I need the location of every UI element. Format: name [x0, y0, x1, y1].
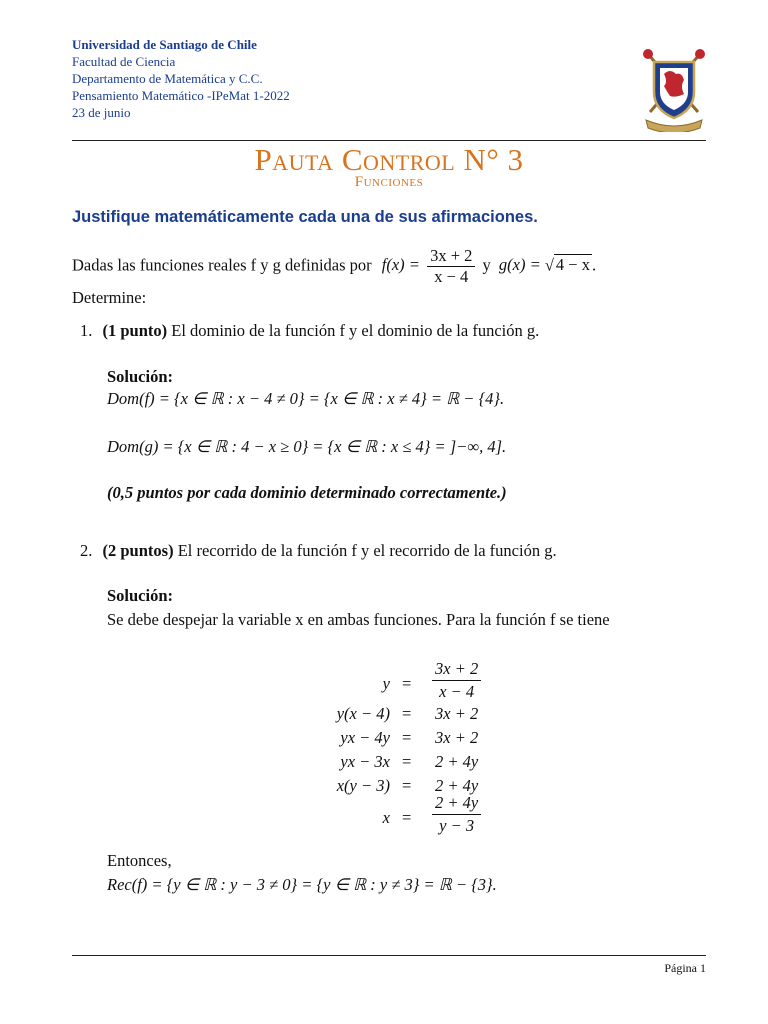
- eq-rhs: 2 + 4y: [435, 752, 479, 771]
- q1-points: (1 punto): [102, 321, 168, 340]
- q1-dom-f: Dom(f) = {x ∈ ℝ : x − 4 ≠ 0} = {x ∈ ℝ : x ≠ 4} = ℝ − {4}.: [107, 389, 505, 408]
- eq-lhs: x: [382, 808, 390, 827]
- q2-solution-label: Solución:: [107, 586, 174, 605]
- date-text: 23 de junio: [72, 105, 131, 120]
- sqrt-symbol: √: [544, 255, 554, 275]
- eq-sign: =: [402, 752, 412, 771]
- eq-rhs-fraction: [432, 658, 481, 703]
- eq-rhs-fraction: [432, 792, 481, 837]
- q1-text: El dominio de la función f y el dominio de la función g.: [171, 321, 540, 340]
- q2-number: 2.: [80, 541, 93, 560]
- q2-text: El recorrido de la función f y el recorrido de la función g.: [177, 541, 557, 560]
- course-name: Pensamiento Matemático -IPeMat 1-2022: [72, 88, 290, 103]
- eq-rhs: 3x + 2: [435, 728, 479, 747]
- eq-rhs-numerator: 2 + 4y: [432, 792, 481, 815]
- q1-number: 1.: [80, 321, 93, 340]
- eq-sign: =: [402, 728, 412, 747]
- eq-sign: =: [402, 674, 412, 693]
- then-text: Entonces,: [107, 851, 172, 870]
- eq-rhs: 3x + 2: [435, 704, 479, 723]
- q1-solution-label: Solución:: [107, 367, 174, 386]
- faculty-name: Facultad de Ciencia: [72, 54, 176, 69]
- department-name: Departamento de Matemática y C.C.: [72, 71, 263, 86]
- eq-rhs: 2 + 4y: [435, 776, 479, 795]
- eq-rhs-denominator: x − 4: [439, 682, 475, 701]
- q1-dom-g: Dom(g) = {x ∈ ℝ : 4 − x ≥ 0} = {x ∈ ℝ : x ≤ 4} = ]−∞, 4].: [107, 437, 507, 456]
- eq-lhs: y: [382, 674, 390, 693]
- eq-sign: =: [402, 808, 412, 827]
- q2-solution-text: Se debe despejar la variable x en ambas funciones. Para la función f se tiene: [107, 610, 610, 629]
- eq-lhs: x(y − 3): [336, 776, 390, 795]
- eq-lhs: yx − 3x: [340, 752, 390, 771]
- g-period: .: [591, 255, 597, 275]
- q2-points: (2 puntos): [102, 541, 174, 560]
- intro-text: Dadas las funciones reales f y g definidas por: [72, 255, 372, 275]
- eq-sign: =: [402, 776, 412, 795]
- eq-rhs-numerator: 3x + 2: [432, 658, 481, 681]
- q2-rec-f: Rec(f) = {y ∈ ℝ : y − 3 ≠ 0} = {y ∈ ℝ : y ≠ 3} = ℝ − {3}.: [107, 875, 497, 894]
- determine-text: Determine:: [72, 288, 147, 307]
- g-radicand: 4 − x: [555, 255, 590, 275]
- eq-lhs: yx − 4y: [340, 728, 390, 747]
- g-definition-label: g(x) =: [498, 255, 541, 275]
- page-subtitle: Funciones: [354, 174, 424, 190]
- footer-rule: [72, 955, 706, 956]
- instruction-text: Justifique matemáticamente cada una de sus afirmaciones.: [72, 208, 538, 226]
- page-title: Pauta Control N° 3: [254, 142, 524, 177]
- f-denominator: x − 4: [434, 267, 469, 286]
- q1-grading-note: (0,5 puntos por cada dominio determinado correctamente.): [107, 483, 507, 502]
- eq-sign: =: [402, 704, 412, 723]
- f-definition-label: f(x) =: [381, 255, 420, 275]
- intro-conjunction: y: [482, 255, 491, 275]
- university-name: Universidad de Santiago de Chile: [72, 37, 257, 52]
- eq-lhs: y(x − 4): [336, 704, 390, 723]
- f-numerator: 3x + 2: [427, 246, 475, 267]
- page-number: Página 1: [664, 961, 706, 975]
- eq-rhs-denominator: y − 3: [439, 816, 475, 835]
